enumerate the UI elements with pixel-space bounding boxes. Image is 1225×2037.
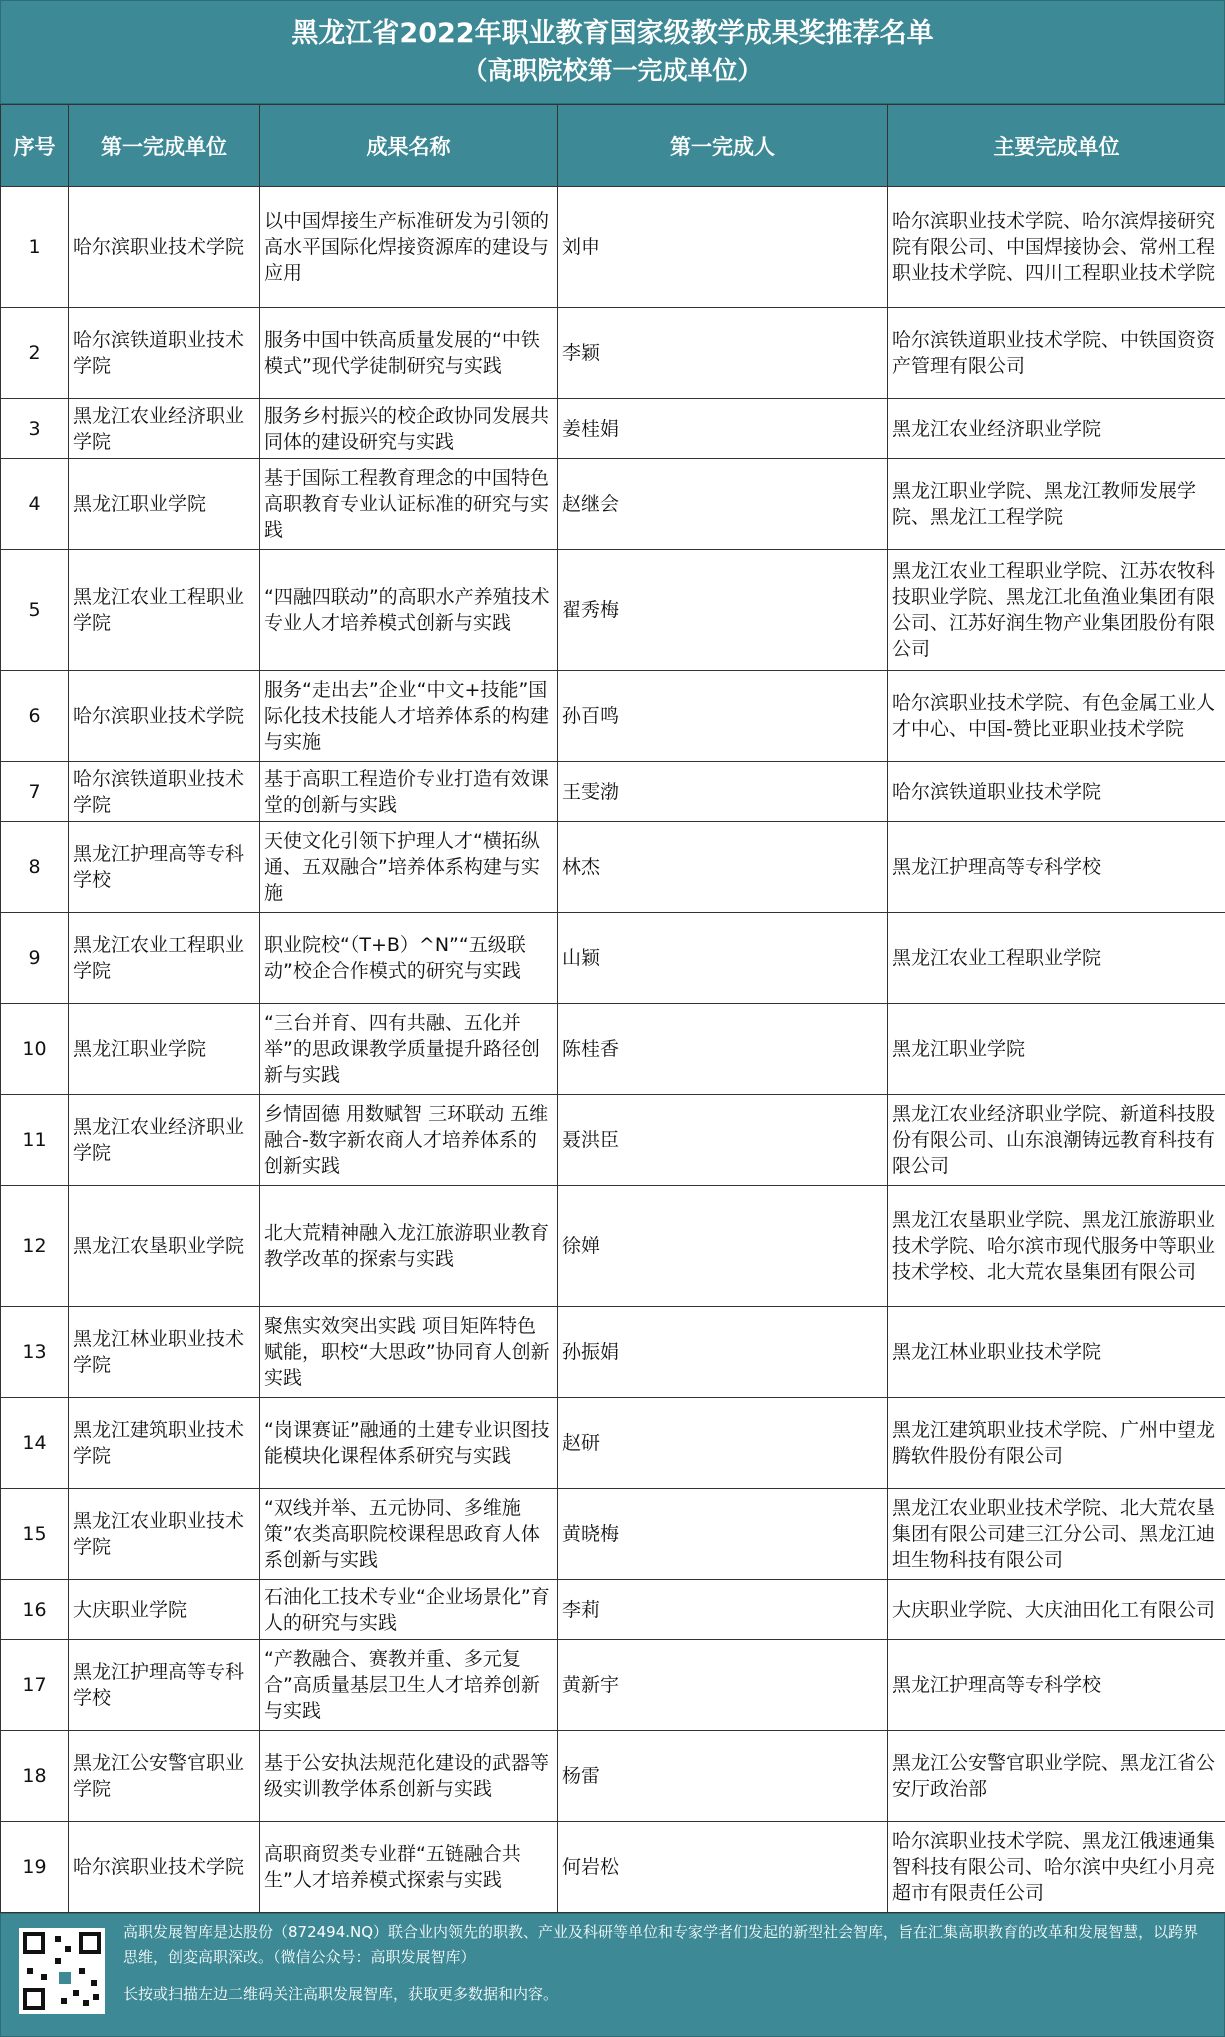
row-partners: 哈尔滨职业技术学院、黑龙江俄速通集智科技有限公司、哈尔滨中央红小月亮超市有限责任公司 [888, 1822, 1225, 1913]
row-unit: 哈尔滨铁道职业技术学院 [69, 308, 260, 399]
row-partners: 黑龙江建筑职业技术学院、广州中望龙腾软件股份有限公司 [888, 1398, 1225, 1489]
row-no: 19 [1, 1822, 69, 1913]
row-person: 孙百鸣 [558, 671, 888, 762]
row-name: 基于公安执法规范化建设的武器等级实训教学体系创新与实践 [260, 1731, 558, 1822]
footer-instruction: 长按或扫描左边二维码关注高职发展智库，获取更多数据和内容。 [123, 1982, 1212, 2007]
row-name: 服务中国中铁高质量发展的“中铁模式”现代学徒制研究与实践 [260, 308, 558, 399]
header-name: 成果名称 [260, 105, 558, 187]
table-row [1, 187, 1225, 308]
footer-description: 高职发展智库是达股份（872494.NQ）联合业内领先的职教、产业及科研等单位和专家学者们发起的新型社会智库，旨在汇集高职教育的改革和发展智慧，以跨界思维，创変高职深改。（微信公众号：高职发展智库） [123, 1920, 1212, 1970]
row-person: 赵研 [558, 1398, 888, 1489]
table-row [1, 822, 1225, 913]
row-no: 4 [1, 459, 69, 550]
row-no: 15 [1, 1489, 69, 1580]
row-unit: 黑龙江农业工程职业学院 [69, 550, 260, 671]
row-partners: 黑龙江护理高等专科学校 [888, 822, 1225, 913]
row-person: 陈桂香 [558, 1004, 888, 1095]
row-no: 1 [1, 187, 69, 308]
row-no: 5 [1, 550, 69, 671]
row-person: 姜桂娟 [558, 399, 888, 459]
row-partners: 哈尔滨铁道职业技术学院 [888, 762, 1225, 822]
row-partners: 哈尔滨职业技术学院、有色金属工业人才中心、中国-赞比亚职业技术学院 [888, 671, 1225, 762]
row-no: 7 [1, 762, 69, 822]
table-row [1, 1095, 1225, 1186]
table-row [1, 1822, 1225, 1913]
row-no: 3 [1, 399, 69, 459]
row-person: 翟秀梅 [558, 550, 888, 671]
header-person: 第一完成人 [558, 105, 888, 187]
table-row [1, 1489, 1225, 1580]
row-unit: 哈尔滨职业技术学院 [69, 187, 260, 308]
row-partners: 哈尔滨职业技术学院、哈尔滨焊接研究院有限公司、中国焊接协会、常州工程职业技术学院、四川工程职业技术学院 [888, 187, 1225, 308]
row-unit: 黑龙江农业工程职业学院 [69, 913, 260, 1004]
row-partners: 黑龙江农垦职业学院、黑龙江旅游职业技术学院、哈尔滨市现代服务中等职业技术学校、北大荒农垦集团有限公司 [888, 1186, 1225, 1307]
row-name: “双线并举、五元协同、多维施策”农类高职院校课程思政育人体系创新与实践 [260, 1489, 558, 1580]
row-person: 黄晓梅 [558, 1489, 888, 1580]
row-unit: 大庆职业学院 [69, 1580, 260, 1640]
row-partners: 黑龙江农业职业技术学院、北大荒农垦集团有限公司建三江分公司、黑龙江迪坦生物科技有限公司 [888, 1489, 1225, 1580]
row-no: 6 [1, 671, 69, 762]
header-no: 序号 [1, 105, 69, 187]
page-subtitle: （高职院校第一完成单位） [462, 53, 762, 89]
row-unit: 黑龙江农业经济职业学院 [69, 1095, 260, 1186]
qr-code-icon[interactable] [19, 1928, 105, 2014]
row-unit: 黑龙江公安警官职业学院 [69, 1731, 260, 1822]
header-partners: 主要完成单位 [888, 105, 1225, 187]
row-person: 赵继会 [558, 459, 888, 550]
row-partners: 黑龙江农业工程职业学院、江苏农牧科技职业学院、黑龙江北鱼渔业集团有限公司、江苏好润生物产业集团股份有限公司 [888, 550, 1225, 671]
page-title: 黑龙江省2022年职业教育国家级教学成果奖推荐名单 [291, 15, 933, 53]
table-row [1, 762, 1225, 822]
footer-text [123, 1920, 1224, 2007]
row-unit: 黑龙江护理高等专科学校 [69, 822, 260, 913]
row-person: 林杰 [558, 822, 888, 913]
row-unit: 黑龙江农垦职业学院 [69, 1186, 260, 1307]
table-header-row [1, 105, 1225, 187]
row-unit: 黑龙江建筑职业技术学院 [69, 1398, 260, 1489]
row-no: 2 [1, 308, 69, 399]
row-name: 天使文化引领下护理人才“横拓纵通、五双融合”培养体系构建与实施 [260, 822, 558, 913]
row-name: 石油化工技术专业“企业场景化”育人的研究与实践 [260, 1580, 558, 1640]
row-no: 10 [1, 1004, 69, 1095]
table-row [1, 1580, 1225, 1640]
row-no: 11 [1, 1095, 69, 1186]
table-row [1, 1398, 1225, 1489]
table-row [1, 1640, 1225, 1731]
row-no: 17 [1, 1640, 69, 1731]
row-no: 8 [1, 822, 69, 913]
row-partners: 黑龙江林业职业技术学院 [888, 1307, 1225, 1398]
row-partners: 黑龙江农业工程职业学院 [888, 913, 1225, 1004]
row-unit: 哈尔滨职业技术学院 [69, 671, 260, 762]
row-name: “三台并育、四有共融、五化并举”的思政课教学质量提升路径创新与实践 [260, 1004, 558, 1095]
row-person: 刘申 [558, 187, 888, 308]
row-partners: 哈尔滨铁道职业技术学院、中铁国资资产管理有限公司 [888, 308, 1225, 399]
table-row [1, 1307, 1225, 1398]
row-unit: 黑龙江护理高等专科学校 [69, 1640, 260, 1731]
table-row [1, 1004, 1225, 1095]
row-partners: 黑龙江公安警官职业学院、黑龙江省公安厅政治部 [888, 1731, 1225, 1822]
row-person: 杨雷 [558, 1731, 888, 1822]
row-name: 基于高职工程造价专业打造有效课堂的创新与实践 [260, 762, 558, 822]
table-row [1, 913, 1225, 1004]
row-unit: 黑龙江职业学院 [69, 459, 260, 550]
row-name: 以中国焊接生产标准研发为引领的高水平国际化焊接资源库的建设与应用 [260, 187, 558, 308]
table-row [1, 550, 1225, 671]
table-row [1, 1731, 1225, 1822]
row-name: 聚焦实效突出实践 项目矩阵特色赋能，职校“大思政”协同育人创新实践 [260, 1307, 558, 1398]
table-row [1, 459, 1225, 550]
table-row [1, 308, 1225, 399]
row-partners: 黑龙江职业学院、黑龙江教师发展学院、黑龙江工程学院 [888, 459, 1225, 550]
table-row [1, 399, 1225, 459]
row-name: 高职商贸类专业群“五链融合共生”人才培养模式探索与实践 [260, 1822, 558, 1913]
row-no: 14 [1, 1398, 69, 1489]
row-partners: 黑龙江职业学院 [888, 1004, 1225, 1095]
row-unit: 哈尔滨职业技术学院 [69, 1822, 260, 1913]
row-person: 李颖 [558, 308, 888, 399]
row-unit: 黑龙江农业职业技术学院 [69, 1489, 260, 1580]
row-unit: 黑龙江职业学院 [69, 1004, 260, 1095]
table-row [1, 671, 1225, 762]
header-unit: 第一完成单位 [69, 105, 260, 187]
row-person: 徐婵 [558, 1186, 888, 1307]
row-partners: 黑龙江护理高等专科学校 [888, 1640, 1225, 1731]
table-row [1, 1186, 1225, 1307]
row-name: “产教融合、赛教并重、多元复合”高质量基层卫生人才培养创新与实践 [260, 1640, 558, 1731]
row-no: 9 [1, 913, 69, 1004]
row-partners: 大庆职业学院、大庆油田化工有限公司 [888, 1580, 1225, 1640]
row-unit: 哈尔滨铁道职业技术学院 [69, 762, 260, 822]
row-name: 服务乡村振兴的校企政协同发展共同体的建设研究与实践 [260, 399, 558, 459]
row-person: 何岩松 [558, 1822, 888, 1913]
row-person: 山颖 [558, 913, 888, 1004]
row-person: 聂洪臣 [558, 1095, 888, 1186]
results-table [0, 104, 1225, 1913]
row-unit: 黑龙江农业经济职业学院 [69, 399, 260, 459]
row-no: 12 [1, 1186, 69, 1307]
row-person: 李莉 [558, 1580, 888, 1640]
title-banner [0, 0, 1225, 104]
row-no: 18 [1, 1731, 69, 1822]
row-name: 乡情固德 用数赋智 三环联动 五维融合-数字新农商人才培养体系的创新实践 [260, 1095, 558, 1186]
row-person: 孙振娟 [558, 1307, 888, 1398]
row-name: “四融四联动”的高职水产养殖技术专业人才培养模式创新与实践 [260, 550, 558, 671]
row-no: 13 [1, 1307, 69, 1398]
row-name: 职业院校“（T+B）^N”“五级联动”校企合作模式的研究与实践 [260, 913, 558, 1004]
footer-banner [0, 1913, 1225, 2037]
row-partners: 黑龙江农业经济职业学院、新道科技股份有限公司、山东浪潮铸远教育科技有限公司 [888, 1095, 1225, 1186]
row-name: 基于国际工程教育理念的中国特色高职教育专业认证标准的研究与实践 [260, 459, 558, 550]
row-unit: 黑龙江林业职业技术学院 [69, 1307, 260, 1398]
row-name: 北大荒精神融入龙江旅游职业教育教学改革的探索与实践 [260, 1186, 558, 1307]
row-name: “岗课赛证”融通的土建专业识图技能模块化课程体系研究与实践 [260, 1398, 558, 1489]
row-person: 黄新宇 [558, 1640, 888, 1731]
row-partners: 黑龙江农业经济职业学院 [888, 399, 1225, 459]
row-no: 16 [1, 1580, 69, 1640]
row-person: 王雯渤 [558, 762, 888, 822]
row-name: 服务“走出去”企业“中文+技能”国际化技术技能人才培养体系的构建与实施 [260, 671, 558, 762]
